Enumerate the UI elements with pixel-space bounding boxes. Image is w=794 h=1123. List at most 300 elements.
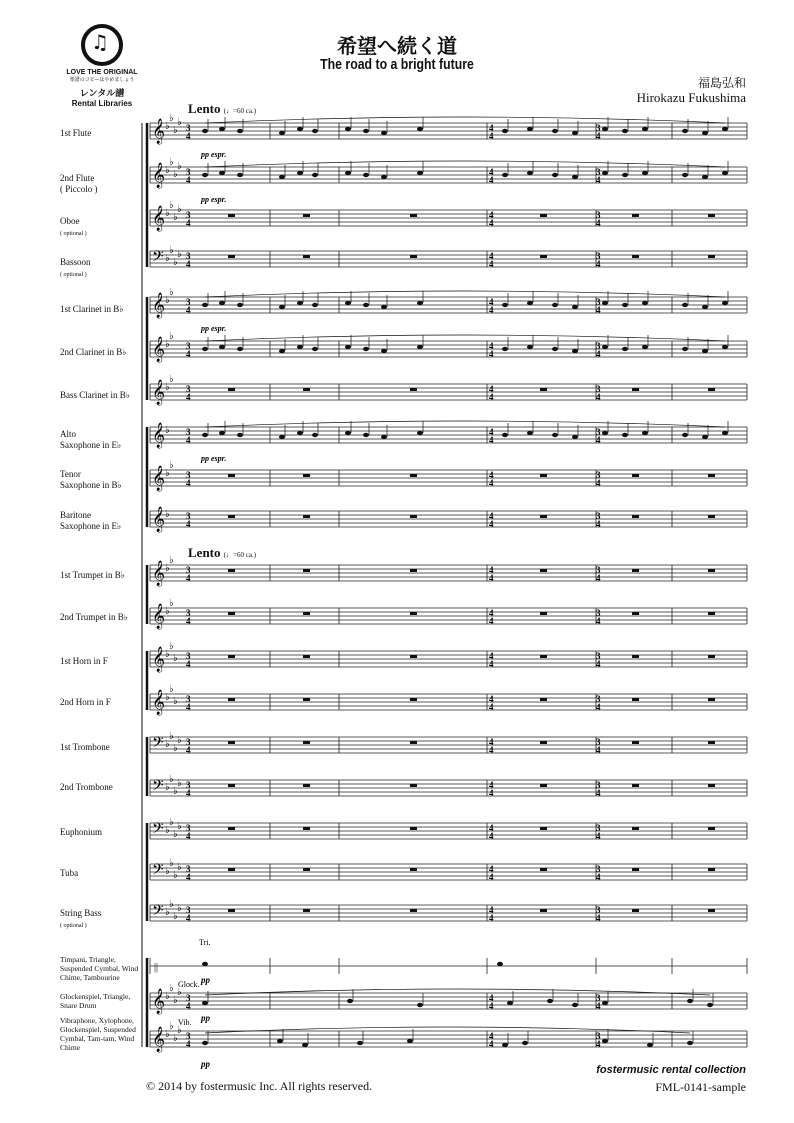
flat-icon: ♭: [173, 169, 178, 180]
instrument-sub: ( optional ): [60, 923, 87, 929]
instrument-name: Alto: [60, 429, 77, 439]
time-sig-bottom: 4: [596, 831, 601, 841]
whole-rest: [632, 741, 639, 744]
note-head: [622, 433, 628, 437]
whole-rest: [410, 255, 417, 258]
note-head: [527, 127, 533, 131]
time-sig-top: 3: [186, 297, 191, 307]
flat-icon: ♭: [165, 563, 170, 574]
whole-rest: [708, 515, 715, 518]
slur: [205, 1027, 690, 1033]
time-sig-top: 3: [186, 694, 191, 704]
dynamic-pp: pp: [201, 1013, 210, 1023]
whole-rest: [228, 388, 235, 391]
note-head: [642, 431, 648, 435]
whole-rest: [303, 827, 310, 830]
note-head: [572, 305, 578, 309]
instrument-name: 1st Clarinet in B♭: [60, 304, 124, 314]
time-sig-bottom: 4: [186, 349, 191, 359]
note-head: [707, 1003, 713, 1007]
time-sig-top: 3: [186, 511, 191, 521]
whole-rest: [540, 569, 547, 572]
whole-rest: [540, 255, 547, 258]
note-head: [497, 962, 503, 966]
time-sig-top: 4: [489, 565, 494, 575]
note-head: [682, 347, 688, 351]
whole-rest: [632, 515, 639, 518]
slur: [205, 421, 725, 427]
time-sig-top: 4: [489, 993, 494, 1003]
treble-clef-icon: 𝄞: [152, 119, 166, 144]
instrument-name: 1st Flute: [60, 128, 92, 138]
flat-icon: ♭: [169, 641, 174, 652]
note-head: [602, 1001, 608, 1005]
note-head: [345, 301, 351, 305]
note-head: [552, 129, 558, 133]
title-english: The road to a bright future: [320, 56, 474, 73]
time-sig-bottom: 4: [186, 788, 191, 798]
time-sig-bottom: 4: [596, 659, 601, 669]
time-sig-bottom: 4: [489, 872, 494, 882]
time-sig-bottom: 4: [489, 175, 494, 185]
whole-rest: [708, 388, 715, 391]
time-sig-top: 4: [489, 511, 494, 521]
time-sig-bottom: 4: [186, 659, 191, 669]
instrument-sub: ( optional ): [60, 272, 87, 278]
whole-rest: [228, 612, 235, 615]
slur: [205, 335, 725, 341]
note-head: [237, 347, 243, 351]
time-sig-top: 3: [596, 427, 601, 437]
flat-icon: ♭: [169, 817, 174, 828]
flat-icon: ♭: [169, 245, 174, 256]
note-head: [279, 349, 285, 353]
note-head: [277, 1039, 283, 1043]
bass-clef-icon: 𝄢: [152, 248, 164, 269]
whole-rest: [410, 827, 417, 830]
time-sig-top: 4: [489, 1031, 494, 1041]
time-sig-top: 4: [489, 737, 494, 747]
composer-japanese: 福島弘和: [697, 76, 746, 90]
time-sig-top: 3: [186, 210, 191, 220]
instrument-sub: Saxophone in E♭: [60, 521, 122, 531]
note-head: [345, 171, 351, 175]
flat-icon: ♭: [173, 212, 178, 223]
bass-clef-icon: 𝄢: [152, 820, 164, 841]
time-sig-bottom: 4: [489, 519, 494, 529]
note-head: [642, 345, 648, 349]
note-head: [722, 301, 728, 305]
flat-icon: ♭: [173, 743, 178, 754]
note-head: [219, 301, 225, 305]
note-head: [687, 999, 693, 1003]
time-sig-bottom: 4: [186, 872, 191, 882]
instrument-name: String Bass: [60, 908, 102, 918]
note-head: [202, 433, 208, 437]
whole-rest: [228, 474, 235, 477]
time-sig-bottom: 4: [489, 913, 494, 923]
whole-rest: [540, 827, 547, 830]
time-sig-bottom: 4: [596, 788, 601, 798]
flat-icon: ♭: [165, 782, 170, 793]
note-head: [407, 1039, 413, 1043]
flat-icon: ♭: [165, 382, 170, 393]
whole-rest: [410, 868, 417, 871]
note-head: [572, 1003, 578, 1007]
note-head: [279, 305, 285, 309]
whole-rest: [708, 569, 715, 572]
slur: [205, 291, 725, 297]
note-head: [237, 433, 243, 437]
note-head: [202, 1041, 208, 1045]
treble-clef-icon: 𝄞: [152, 989, 166, 1014]
whole-rest: [708, 868, 715, 871]
bass-clef-icon: 𝄢: [152, 777, 164, 798]
time-sig-top: 3: [186, 823, 191, 833]
time-sig-bottom: 4: [186, 702, 191, 712]
flat-icon: ♭: [169, 287, 174, 298]
tempo-word: Lento: [188, 101, 221, 116]
note-head: [602, 345, 608, 349]
note-head: [363, 173, 369, 177]
flat-icon: ♭: [165, 121, 170, 132]
note-head: [522, 1041, 528, 1045]
note-head: [279, 131, 285, 135]
flat-icon: ♭: [165, 509, 170, 520]
note-head: [702, 435, 708, 439]
note-head: [417, 1003, 423, 1007]
whole-rest: [540, 612, 547, 615]
whole-rest: [303, 515, 310, 518]
time-sig-bottom: 4: [596, 435, 601, 445]
time-sig-top: 3: [596, 608, 601, 618]
time-sig-bottom: 4: [186, 519, 191, 529]
whole-rest: [303, 698, 310, 701]
whole-rest: [632, 612, 639, 615]
note-head: [507, 1001, 513, 1005]
treble-clef-icon: 𝄞: [152, 466, 166, 491]
time-sig-top: 3: [186, 341, 191, 351]
note-head: [202, 303, 208, 307]
whole-rest: [228, 255, 235, 258]
treble-clef-icon: 𝄞: [152, 423, 166, 448]
note-head: [527, 431, 533, 435]
dynamic-pp-espr: pp espr.: [201, 454, 227, 463]
dynamic-pp-espr: pp espr.: [201, 324, 227, 333]
note-head: [622, 347, 628, 351]
whole-rest: [228, 569, 235, 572]
note-head: [572, 435, 578, 439]
note-head: [202, 962, 208, 966]
bass-clef-icon: 𝄢: [152, 902, 164, 923]
time-sig-top: 3: [186, 565, 191, 575]
catalog-number: FML-0141-sample: [655, 1080, 746, 1094]
time-sig-bottom: 4: [489, 1001, 494, 1011]
flat-icon: ♭: [165, 1029, 170, 1040]
instrument-name: Euphonium: [60, 827, 102, 837]
note-head: [572, 349, 578, 353]
time-sig-top: 4: [489, 651, 494, 661]
time-sig-top: 3: [596, 1031, 601, 1041]
note-head: [682, 303, 688, 307]
flat-icon: ♭: [177, 735, 182, 746]
flat-icon: ♭: [173, 911, 178, 922]
time-sig-bottom: 4: [596, 259, 601, 269]
note-head: [357, 1041, 363, 1045]
flat-icon: ♭: [177, 249, 182, 260]
time-sig-bottom: 4: [596, 478, 601, 488]
slur: [205, 161, 725, 167]
time-sig-bottom: 4: [596, 616, 601, 626]
flat-icon: ♭: [169, 200, 174, 211]
technique-vib: Vib.: [178, 1018, 192, 1027]
time-sig-bottom: 4: [489, 702, 494, 712]
note-head: [202, 129, 208, 133]
treble-clef-icon: 𝄞: [152, 163, 166, 188]
flat-icon: ♭: [173, 257, 178, 268]
flat-icon: ♭: [165, 825, 170, 836]
time-sig-bottom: 4: [596, 1001, 601, 1011]
composer-english: Hirokazu Fukushima: [636, 90, 746, 105]
note-head: [502, 433, 508, 437]
time-sig-bottom: 4: [186, 259, 191, 269]
time-sig-bottom: 4: [596, 745, 601, 755]
flat-icon: ♭: [173, 696, 178, 707]
instrument-name: 1st Trombone: [60, 742, 110, 752]
title-japanese: 希望へ続く道: [337, 34, 457, 58]
flat-icon: ♭: [177, 204, 182, 215]
time-sig-bottom: 4: [596, 392, 601, 402]
treble-clef-icon: 𝄞: [152, 380, 166, 405]
note-head: [381, 305, 387, 309]
tempo-metronome: (♩=60 ca.): [223, 551, 257, 559]
whole-rest: [303, 741, 310, 744]
whole-rest: [228, 868, 235, 871]
note-head: [202, 173, 208, 177]
whole-rest: [303, 569, 310, 572]
time-sig-top: 3: [596, 341, 601, 351]
flat-icon: ♭: [177, 903, 182, 914]
slur: [205, 117, 725, 123]
whole-rest: [228, 214, 235, 217]
percussion-label-2: Glockenspiel, Triangle, Snare Drum: [60, 992, 131, 1010]
time-sig-top: 4: [489, 694, 494, 704]
note-head: [622, 303, 628, 307]
whole-rest: [708, 612, 715, 615]
instrument-sub: Saxophone in E♭: [60, 440, 122, 450]
time-sig-bottom: 4: [489, 305, 494, 315]
whole-rest: [228, 698, 235, 701]
whole-rest: [303, 214, 310, 217]
note-head: [602, 431, 608, 435]
time-sig-top: 3: [186, 864, 191, 874]
flat-icon: ♭: [165, 692, 170, 703]
note-head: [552, 347, 558, 351]
time-sig-bottom: 4: [489, 573, 494, 583]
instrument-sub: ( Piccolo ): [60, 184, 98, 194]
whole-rest: [540, 655, 547, 658]
time-sig-top: 3: [186, 780, 191, 790]
whole-rest: [540, 909, 547, 912]
time-sig-top: 3: [596, 694, 601, 704]
whole-rest: [708, 698, 715, 701]
note-head: [417, 301, 423, 305]
time-sig-bottom: 4: [596, 175, 601, 185]
time-sig-bottom: 4: [596, 131, 601, 141]
flat-icon: ♭: [165, 295, 170, 306]
whole-rest: [410, 612, 417, 615]
note-head: [237, 129, 243, 133]
note-head: [552, 303, 558, 307]
time-sig-top: 3: [596, 251, 601, 261]
flat-icon: ♭: [165, 208, 170, 219]
whole-rest: [708, 214, 715, 217]
time-sig-top: 3: [596, 565, 601, 575]
note-head: [702, 305, 708, 309]
flat-icon: ♭: [173, 653, 178, 664]
time-sig-top: 3: [596, 905, 601, 915]
note-head: [363, 347, 369, 351]
time-sig-bottom: 4: [186, 1001, 191, 1011]
flat-icon: ♭: [169, 899, 174, 910]
whole-rest: [708, 655, 715, 658]
note-head: [502, 303, 508, 307]
note-head: [381, 349, 387, 353]
note-head: [417, 345, 423, 349]
whole-rest: [303, 612, 310, 615]
note-head: [552, 433, 558, 437]
time-sig-top: 3: [186, 737, 191, 747]
note-head: [347, 999, 353, 1003]
logo-line3: レンタル譜: [79, 89, 125, 99]
flat-icon: ♭: [169, 731, 174, 742]
note-head: [297, 127, 303, 131]
note-head: [602, 171, 608, 175]
time-sig-top: 4: [489, 427, 494, 437]
time-sig-bottom: 4: [489, 349, 494, 359]
flat-icon: ♭: [169, 331, 174, 342]
percussion-label-1: Timpani, Triangle, Suspended Cymbal, Wind Chime, Tambourine: [60, 955, 139, 982]
time-sig-top: 3: [596, 511, 601, 521]
time-sig-bottom: 4: [489, 435, 494, 445]
note-head: [279, 175, 285, 179]
time-sig-bottom: 4: [186, 913, 191, 923]
note-head: [622, 173, 628, 177]
whole-rest: [410, 214, 417, 217]
time-sig-bottom: 4: [489, 831, 494, 841]
note-head: [547, 999, 553, 1003]
note-head: [219, 171, 225, 175]
flat-icon: ♭: [169, 555, 174, 566]
note-head: [722, 171, 728, 175]
logo-line2: 楽譜のコピーはやめましょう: [69, 77, 135, 83]
flat-icon: ♭: [177, 987, 182, 998]
whole-rest: [708, 784, 715, 787]
whole-rest: [708, 474, 715, 477]
note-head: [417, 171, 423, 175]
tempo-metronome: (♩=60 ca.): [223, 107, 257, 115]
note-head: [363, 303, 369, 307]
time-sig-bottom: 4: [489, 745, 494, 755]
time-sig-top: 3: [596, 384, 601, 394]
time-sig-top: 3: [596, 470, 601, 480]
whole-rest: [632, 909, 639, 912]
note-head: [202, 1001, 208, 1005]
whole-rest: [303, 655, 310, 658]
time-sig-top: 4: [489, 823, 494, 833]
whole-rest: [632, 569, 639, 572]
flat-icon: ♭: [165, 866, 170, 877]
time-sig-top: 3: [596, 737, 601, 747]
time-sig-bottom: 4: [596, 1039, 601, 1049]
time-sig-bottom: 4: [186, 392, 191, 402]
time-sig-bottom: 4: [186, 573, 191, 583]
whole-rest: [410, 474, 417, 477]
whole-rest: [540, 474, 547, 477]
instrument-name: Oboe: [60, 216, 80, 226]
technique-tri: Tri.: [199, 938, 211, 947]
whole-rest: [540, 868, 547, 871]
treble-clef-icon: 𝄞: [152, 293, 166, 318]
whole-rest: [410, 698, 417, 701]
time-sig-top: 4: [489, 608, 494, 618]
time-sig-bottom: 4: [186, 831, 191, 841]
time-sig-top: 4: [489, 470, 494, 480]
time-sig-bottom: 4: [489, 131, 494, 141]
time-sig-bottom: 4: [596, 573, 601, 583]
note-head: [345, 345, 351, 349]
time-sig-top: 3: [186, 251, 191, 261]
flat-icon: ♭: [177, 1025, 182, 1036]
note-head: [502, 173, 508, 177]
time-sig-bottom: 4: [596, 305, 601, 315]
note-head: [682, 173, 688, 177]
note-head: [312, 433, 318, 437]
whole-rest: [410, 909, 417, 912]
note-head: [297, 301, 303, 305]
whole-rest: [632, 388, 639, 391]
time-sig-top: 4: [489, 341, 494, 351]
note-head: [297, 431, 303, 435]
note-head: [702, 349, 708, 353]
whole-rest: [632, 474, 639, 477]
flat-icon: ♭: [177, 117, 182, 128]
note-head: [602, 301, 608, 305]
flat-icon: ♭: [165, 425, 170, 436]
note-head: [602, 127, 608, 131]
time-sig-bottom: 4: [489, 259, 494, 269]
flat-icon: ♭: [169, 113, 174, 124]
time-sig-top: 4: [489, 864, 494, 874]
instrument-name: 1st Trumpet in B♭: [60, 570, 126, 580]
instrument-name: 2nd Trombone: [60, 782, 113, 792]
time-sig-top: 3: [186, 651, 191, 661]
whole-rest: [632, 698, 639, 701]
note-head: [345, 127, 351, 131]
whole-rest: [632, 655, 639, 658]
bass-clef-icon: 𝄢: [152, 861, 164, 882]
note-head: [237, 303, 243, 307]
time-sig-bottom: 4: [489, 478, 494, 488]
treble-clef-icon: 𝄞: [152, 1027, 166, 1052]
whole-rest: [303, 474, 310, 477]
note-head: [297, 171, 303, 175]
instrument-name: 2nd Clarinet in B♭: [60, 347, 127, 357]
time-sig-top: 3: [596, 993, 601, 1003]
dynamic-pp: pp: [201, 975, 210, 985]
flat-icon: ♭: [165, 649, 170, 660]
note-head: [527, 171, 533, 175]
